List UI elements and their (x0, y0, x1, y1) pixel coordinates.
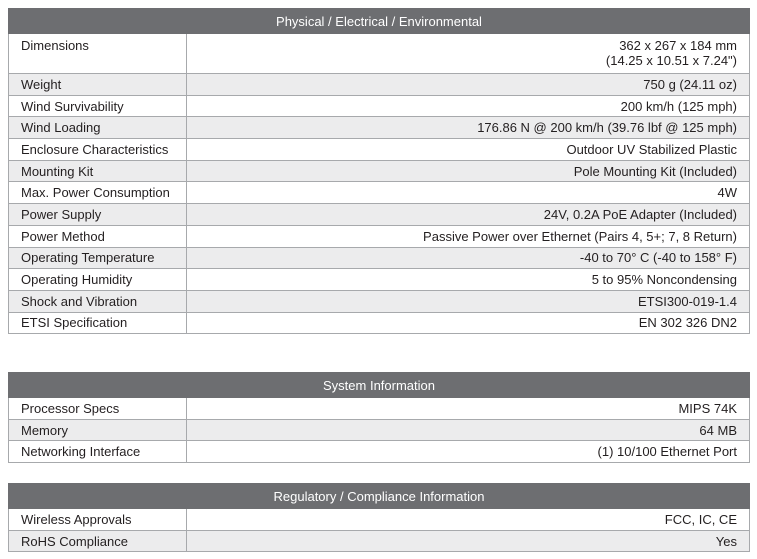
spec-value: MIPS 74K (678, 400, 737, 416)
spec-value-cell (187, 117, 750, 139)
spec-label: Mounting Kit (9, 160, 187, 182)
table-row (9, 419, 750, 441)
spec-value: 200 km/h (125 mph) (620, 98, 737, 114)
spec-value-cell (187, 530, 750, 552)
spec-value: Outdoor UV Stabilized Plastic (566, 141, 737, 157)
spec-value-cell (187, 74, 750, 96)
spec-label: Processor Specs (9, 398, 187, 420)
spec-label: Wireless Approvals (9, 509, 187, 531)
table-row (9, 530, 750, 552)
spec-value-cell (187, 139, 750, 161)
spec-value-cell (187, 204, 750, 226)
table-row (9, 74, 750, 96)
system-info-table (8, 372, 750, 463)
physical-specs-table (8, 8, 750, 334)
table-row (9, 269, 750, 291)
spec-value-cell (187, 419, 750, 441)
spec-value-cell (187, 441, 750, 463)
spec-label: Wind Loading (9, 117, 187, 139)
spec-label: Enclosure Characteristics (9, 139, 187, 161)
spec-value: 5 to 95% Noncondensing (591, 272, 737, 288)
section-header (9, 9, 750, 34)
table-row (9, 160, 750, 182)
spec-value: 362 x 267 x 184 mm (619, 38, 737, 53)
table-row (9, 441, 750, 463)
spec-label: Weight (9, 74, 187, 96)
spec-value-cell (187, 247, 750, 269)
spec-value-cell (187, 509, 750, 531)
spec-label: Wind Survivability (9, 95, 187, 117)
spec-label: RoHS Compliance (9, 530, 187, 552)
spec-value-secondary: (14.25 x 10.51 x 7.24") (605, 53, 737, 68)
spec-label: Memory (9, 419, 187, 441)
section-header (9, 373, 750, 398)
spec-label: Power Method (9, 225, 187, 247)
spec-value-cell (187, 312, 750, 334)
spec-value-cell (187, 34, 750, 74)
table-row (9, 509, 750, 531)
table-row (9, 139, 750, 161)
section-header (9, 484, 750, 509)
table-row (9, 204, 750, 226)
spec-value-cell (187, 182, 750, 204)
table-row (9, 34, 750, 74)
spec-value: FCC, IC, CE (664, 511, 737, 527)
table-row (9, 290, 750, 312)
table-row (9, 117, 750, 139)
section-title: Regulatory / Compliance Information (9, 484, 750, 509)
table-row (9, 182, 750, 204)
spec-value-cell (187, 95, 750, 117)
spec-value: 750 g (24.11 oz) (643, 76, 737, 92)
spec-label: ETSI Specification (9, 312, 187, 334)
spec-value-cell (187, 225, 750, 247)
spec-label: Dimensions (9, 34, 187, 74)
regulatory-table (8, 483, 750, 552)
spec-value: Passive Power over Ethernet (Pairs 4, 5+; 7, 8 Return) (423, 228, 737, 244)
section-title: System Information (9, 373, 750, 398)
spec-value: Pole Mounting Kit (Included) (573, 163, 737, 179)
spec-value: Yes (715, 533, 737, 549)
table-row (9, 247, 750, 269)
spec-value: 4W (717, 185, 737, 201)
spec-value-cell (187, 269, 750, 291)
spec-label: Operating Temperature (9, 247, 187, 269)
spec-value: 24V, 0.2A PoE Adapter (Included) (543, 206, 737, 222)
spec-value-cell (187, 398, 750, 420)
spec-value: ETSI300-019-1.4 (637, 293, 737, 309)
spec-label: Networking Interface (9, 441, 187, 463)
spec-value: -40 to 70° C (-40 to 158° F) (579, 250, 737, 266)
spec-value-cell (187, 290, 750, 312)
table-row (9, 312, 750, 334)
spec-value: 64 MB (699, 422, 737, 438)
spec-label: Power Supply (9, 204, 187, 226)
spec-value: 176.86 N @ 200 km/h (39.76 lbf @ 125 mph) (477, 120, 737, 136)
table-row (9, 225, 750, 247)
spec-label: Max. Power Consumption (9, 182, 187, 204)
table-row (9, 398, 750, 420)
spec-value: (1) 10/100 Ethernet Port (597, 444, 737, 460)
spec-value: EN 302 326 DN2 (638, 315, 737, 331)
spec-label: Shock and Vibration (9, 290, 187, 312)
table-row (9, 95, 750, 117)
spec-label: Operating Humidity (9, 269, 187, 291)
spec-value-cell (187, 160, 750, 182)
section-title: Physical / Electrical / Environmental (9, 9, 750, 34)
